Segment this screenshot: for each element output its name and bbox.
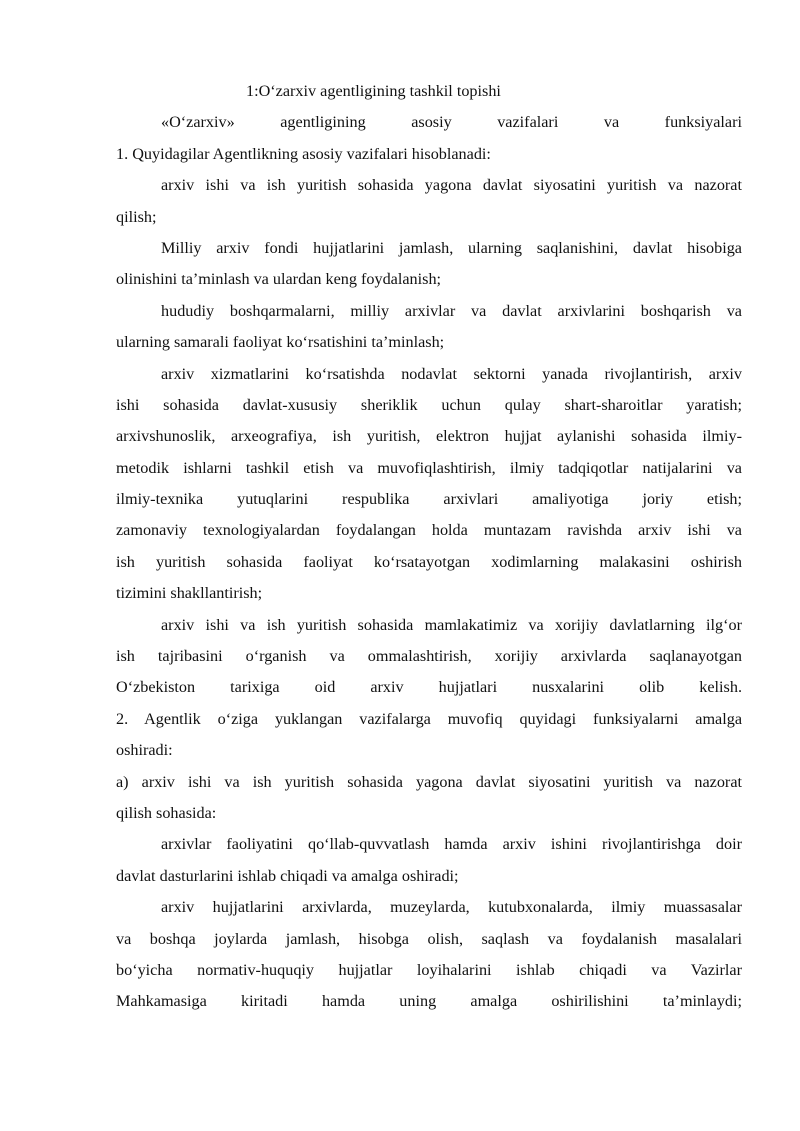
paragraph-line: qilish sohasida:	[116, 803, 217, 822]
paragraph-line: olinishini ta’minlash va ulardan keng foydalanish;	[116, 270, 442, 289]
paragraph-line: bo‘yicha normativ-huquqiy hujjatlar loyihalarini ishlab chiqadi va Vazirlar	[116, 960, 742, 979]
paragraph-line: Milliy arxiv fondi hujjatlarini jamlash, ularning saqlanishini, davlat hisobiga	[161, 238, 742, 257]
document-title: 1:O‘zarxiv agentligining tashkil topishi	[246, 82, 501, 100]
paragraph-line: 1. Quyidagilar Agentlikning asosiy vazifalari hisoblanadi:	[116, 144, 491, 163]
paragraph-line: metodik ishlarni tashkil etish va muvofiqlashtirish, ilmiy tadqiqotlar natijalarini va	[116, 458, 742, 477]
paragraph-line: ishi sohasida davlat-xususiy sheriklik uchun qulay shart-sharoitlar yaratish;	[116, 395, 742, 414]
paragraph-line: ilmiy-texnika yutuqlarini respublika arxivlari amaliyotiga joriy etish;	[116, 490, 742, 509]
paragraph-line: arxivlar faoliyatini qo‘llab-quvvatlash hamda arxiv ishini rivojlantirishga doir	[161, 835, 742, 854]
paragraph-line: a) arxiv ishi va ish yuritish sohasida yagona davlat siyosatini yuritish va nazorat	[116, 772, 742, 791]
paragraph-line: zamonaviy texnologiyalardan foydalangan holda muntazam ravishda arxiv ishi va	[116, 521, 742, 540]
paragraph-line: arxiv ishi va ish yuritish sohasida yagona davlat siyosatini yuritish va nazorat	[161, 176, 742, 195]
paragraph-line: ularning samarali faoliyat ko‘rsatishini ta’minlash;	[116, 333, 445, 352]
paragraph-line: oshiradi:	[116, 741, 173, 760]
paragraph-line: tizimini shakllantirish;	[116, 584, 263, 603]
paragraph-line: O‘zbekiston tarixiga oid arxiv hujjatlari nusxalarini olib kelish.	[116, 678, 742, 697]
paragraph-line: arxiv xizmatlarini ko‘rsatishda nodavlat sektorni yanada rivojlantirish, arxiv	[161, 364, 742, 383]
document-page	[116, 76, 742, 1018]
paragraph-line: ish yuritish sohasida faoliyat ko‘rsatayotgan xodimlarning malakasini oshirish	[116, 552, 742, 571]
paragraph-line: davlat dasturlarini ishlab chiqadi va amalga oshiradi;	[116, 866, 459, 885]
paragraph-line: arxivshunoslik, arxeografiya, ish yuritish, elektron hujjat aylanishi sohasida ilmiy-	[116, 427, 742, 446]
section-heading: «O‘zarxiv» agentligining asosiy vazifalari va funksiyalari	[161, 113, 742, 132]
paragraph-line: va boshqa joylarda jamlash, hisobga olish, saqlash va foydalanish masalalari	[116, 929, 742, 948]
paragraph-line: 2. Agentlik o‘ziga yuklangan vazifalarga muvofiq quyidagi funksiyalarni amalga	[116, 709, 742, 728]
paragraph-line: ish tajribasini o‘rganish va ommalashtirish, xorijiy arxivlarda saqlanayotgan	[116, 647, 742, 666]
paragraph-line: arxiv ishi va ish yuritish sohasida mamlakatimiz va xorijiy davlatlarning ilg‘or	[161, 615, 742, 634]
paragraph-line: Mahkamasiga kiritadi hamda uning amalga oshirilishini ta’minlaydi;	[116, 992, 742, 1011]
paragraph-line: arxiv hujjatlarini arxivlarda, muzeylarda, kutubxonalarda, ilmiy muassasalar	[161, 898, 742, 917]
paragraph-line: qilish;	[116, 207, 157, 226]
paragraph-line: hududiy boshqarmalarni, milliy arxivlar va davlat arxivlarini boshqarish va	[161, 301, 742, 320]
